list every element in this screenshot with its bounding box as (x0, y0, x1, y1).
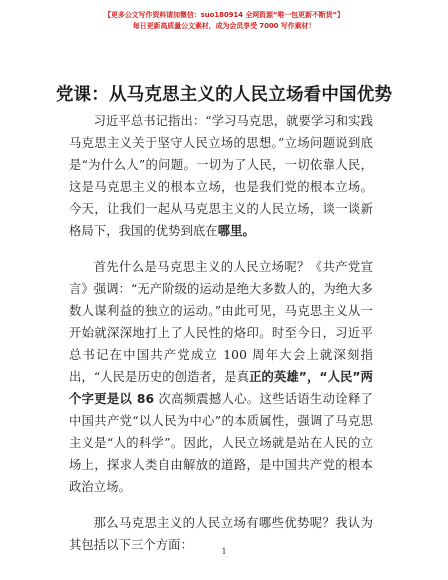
promo-banner-line-2: 每日更新高质量公文素材，成为会员享受 7000 写作素材！ (132, 22, 316, 30)
paragraph-text: 次高频震撼人心。这些话语生动诠释了中国共产党“以人民为中心”的本质属性，强调了马克思主义是“人的科学”。因此，人民立场就是站在人民的立场上，探求人类自由解放的道路，是中国共产党的根本政治立场。 (69, 392, 373, 494)
document-title: 党课：从马克思主义的人民立场看中国优势 (55, 85, 393, 105)
paragraph-intro (69, 110, 373, 242)
promo-banner-line-1: 【更多公文写作资料请加微信：suo180914 全网资源“唯一包更新不断货”】 (104, 11, 344, 19)
paragraph-bold-text: 正的英雄”，“人民”两个字更是以 86 (69, 370, 373, 406)
promo-banner (0, 10, 448, 32)
paragraph-bold-text: 哪里。 (217, 224, 255, 238)
paragraph-text: 首先什么是马克思主义的人民立场呢？《共产党宣言》强调：“无产阶级的运动是绝大多数人的，为绝大多数人谋利益的独立的运动。”由此可见，马克思主义从一开始就深深地打上了人民性的烙印。时至今日，习近平总书记在中国共产党成立 100 周年大会上就深刻指出，“人民是历史的创造者，是真 (69, 260, 373, 384)
page-number: 1 (221, 547, 227, 556)
document-body (69, 110, 373, 570)
paragraph-text: 那么马克思主义的人民立场有哪些优势呢？我认为其包括以下三个方面： (69, 516, 373, 552)
paragraph-text: 习近平总书记指出：“学习马克思，就要学习和实践马克思主义关于坚守人民立场的思想。”立场问题说到底是“为什么人”的问题。一切为了人民，一切依靠人民，这是马克思主义的根本立场，也是我们党的根本立场。今天，让我们一起从马克思主义的人民立场，谈一谈新格局下，我国的优势到底在 (69, 114, 373, 238)
paragraph-definition (69, 256, 373, 498)
